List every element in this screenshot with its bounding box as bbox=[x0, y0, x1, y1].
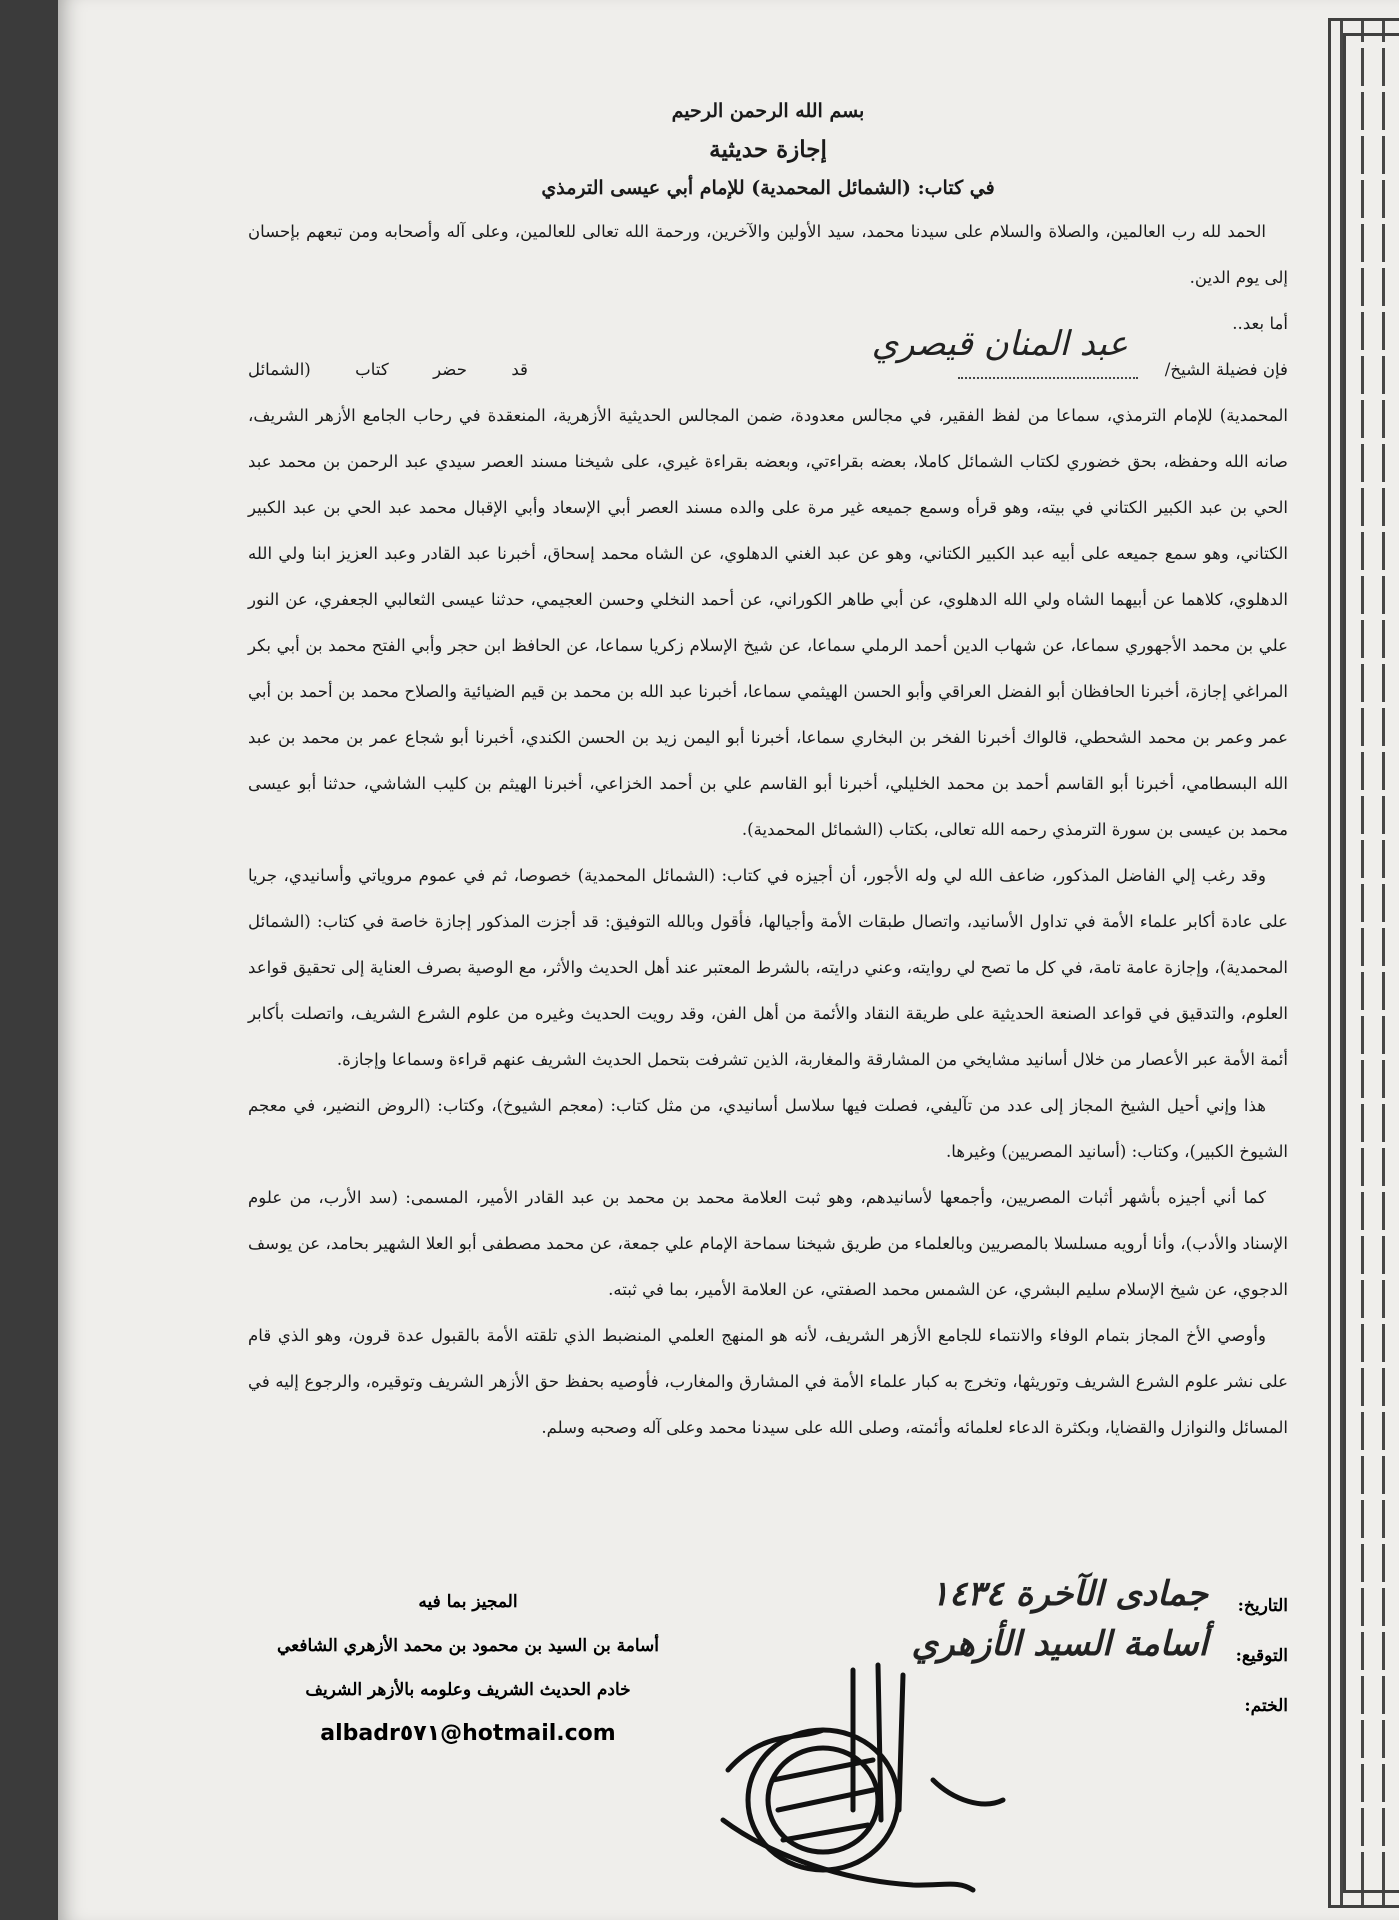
signature-area bbox=[248, 1574, 1288, 1900]
date-label: التاريخ: bbox=[1237, 1596, 1288, 1616]
mujiz-role: خادم الحديث الشريف وعلومه بالأزهر الشريف bbox=[305, 1680, 631, 1700]
ijaza-paragraph: وقد رغب إلي الفاضل المذكور، ضاعف الله لي وله الأجور، أن أجيزه في كتاب: (الشمائل المحمدية) خصوصا، ثم في عموم مروياتي وأسانيدي، جريا على عادة أكابر علماء الأمة في تداول الأسانيد، واتصال طبقات الأمة وأجيالها، فأقول وبالله التوفيق: قد أجزت المذكور إجازة خاصة في كتاب: (الشمائل المحمدية)، وإجازة عامة تامة، في كل ما تصح لي روايته، وعني درايته، بالشرط المعتبر عند أهل الحديث والأثر، مع الوصية بصرف العناية إلى تحقيق قواعد العلوم، والتدقيق في قواعد الصنعة الحديثية على طريقة النقاد والأئمة من أهل الفن، وقد رويت الحديث وغيره من علوم الشرع الشريف، واتصلت بأكابر أئمة الأمة عبر الأعصار من خلال أسانيد مشايخي من المشارقة والمغاربة، الذين تشرفت بتحمل الحديث الشريف عنهم قراءة وسماعا وإجازة. bbox=[248, 866, 1288, 1069]
sheikh-after-text: قد حضر كتاب (الشمائل bbox=[248, 360, 528, 379]
sheikh-name-handwritten: عبد المنان قيصري bbox=[871, 324, 1128, 364]
document-subtitle: في كتاب: (الشمائل المحمدية) للإمام أبي عيسى الترمذي bbox=[541, 177, 995, 199]
referral-paragraph: هذا وإني أحيل الشيخ المجاز إلى عدد من تآليفي، فصلت فيها سلاسل أسانيدي، من مثل كتاب: (معجم الشيوخ)، وكتاب: (الروض النضير، في معجم الشيوخ الكبير)، وكتاب: (أسانيد المصريين) وغيرها. bbox=[248, 1096, 1288, 1161]
decorative-border bbox=[1328, 18, 1399, 1908]
document-title: إجازة حديثية bbox=[709, 136, 827, 163]
opening-paragraph: الحمد لله رب العالمين، والصلاة والسلام على سيدنا محمد، سيد الأولين والآخرين، ورحمة الله تعالى للعالمين، وعلى آله وأصحابه ومن تبعهم بإحسان إلى يوم الدين. bbox=[248, 222, 1288, 287]
chain-paragraph: المحمدية) للإمام الترمذي، سماعا من لفظ الفقير، في مجالس معدودة، ضمن المجالس الحديثية الأزهرية، المنعقدة في رحاب الجامع الأزهر الشريف، صانه الله وحفظه، بحق خضوري لكتاب الشمائل كاملا، بعضه بقراءتي، وبعضه بقراءة غيري، على شيخنا مسند العصر سيدي عبد الرحمن بن محمد عبد الحي بن عبد الكبير الكتاني في بيته، وهو قرأه وسمع جميعه غير مرة على والده مسند العصر أبي الإسعاد وأبي الإقبال محمد عبد الحي بن عبد الكبير الكتاني، وهو سمع جميعه على أبيه عبد الكبير الكتاني، وهو عن عبد الغني الدهلوي، عن الشاه محمد إسحاق، أخبرنا عبد القادر وعبد العزيز ابنا ولي الله الدهلوي، كلاهما عن أبيهما الشاه ولي الله الدهلوي، عن أبي طاهر الكوراني، عن أحمد النخلي وحسن العجيمي، حدثنا عيسى الثعالبي الجعفري، عن النور علي بن محمد الأجهوري سماعا، عن شهاب الدين أحمد الرملي سماعا، عن شيخ الإسلام زكريا سماعا، عن الحافظ ابن حجر وأبي الفتح محمد بن أبي بكر المراغي إجازة، أخبرنا الحافظان أبو الفضل العراقي وأبو الحسن الهيثمي سماعا، أخبرنا عبد الله بن محمد بن قيم الضيائية والصلاح محمد بن أحمد بن أبي عمر وعمر بن محمد الشحطي، قالواك أخبرنا الفخر بن البخاري سماعا، أخبرنا أبو اليمن زيد بن الحسن الكندي، أخبرنا أبو شجاع عمر بن محمد بن عبد الله البسطامي، أخبرنا أبو القاسم أحمد بن محمد الخليلي، أخبرنا أبو القاسم علي بن أحمد الخزاعي، أخبرنا الهيثم بن كليب الشاشي، حدثنا أبو عيسى محمد بن عيسى بن سورة الترمذي رحمه الله تعالى، بكتاب (الشمائل المحمدية). bbox=[248, 406, 1288, 839]
sheikh-line bbox=[248, 324, 1288, 393]
seal-label: الختم: bbox=[1244, 1696, 1288, 1716]
sheikh-label: فإن فضيلة الشيخ/ bbox=[1164, 360, 1288, 379]
advice-paragraph: وأوصي الأخ المجاز بتمام الوفاء والانتماء للجامع الأزهر الشريف، لأنه هو المنهج العلمي المنضبط الذي تلقته الأمة بالقبول عدة قرون، وهو الذي قام على نشر علوم الشرع الشريف وتوريثها، وتخرج به كبار علماء الأمة في المشارق والمغارب، فأوصيه بحفظ حق الأزهر الشريف وتوقيره، والرجوع إليه في المسائل والنوازل والقضايا، وبكثرة الدعاء لعلمائه وأئمته، وصلى الله على سيدنا محمد وعلى آله وصحبه وسلم. bbox=[248, 1326, 1288, 1437]
thabat-paragraph: كما أني أجيزه بأشهر أثبات المصريين، وأجمعها لأسانيدهم، وهو ثبت العلامة محمد بن محمد بن عبد القادر الأمير، المسمى: (سد الأرب، من علوم الإسناد والأدب)، وأنا أرويه مسلسلا بالمصريين وبالعلماء من طريق شيخنا سماحة الإمام علي جمعة، عن محمد مصطفى أبو العلا الشهير بحامد، عن يوسف الدجوي، عن شيخ الإسلام سليم البشري، عن الشمس محمد الصفتي، عن العلامة الأمير، بما في ثبته. bbox=[248, 1188, 1288, 1299]
basmala: بسم الله الرحمن الرحيم bbox=[671, 100, 865, 122]
mujiz-block bbox=[248, 1580, 688, 1756]
document-content bbox=[248, 100, 1288, 1451]
seal-stamp-icon bbox=[703, 1650, 1023, 1900]
date-field bbox=[808, 1574, 1288, 1630]
mujiz-email: albadr٥٧١@hotmail.com bbox=[320, 1721, 616, 1746]
amma-bad: أما بعد.. bbox=[1232, 314, 1288, 333]
date-handwritten: جمادى الآخرة ١٤٣٤ bbox=[930, 1574, 1208, 1614]
signature-handwritten: أسامة السيد الأزهري bbox=[911, 1624, 1208, 1664]
sign-label: التوقيع: bbox=[1235, 1646, 1288, 1666]
document-page bbox=[58, 0, 1399, 1920]
mujiz-name: أسامة بن السيد بن محمود بن محمد الأزهري الشافعي bbox=[277, 1636, 659, 1656]
mujiz-label: المجيز بما فيه bbox=[418, 1592, 518, 1612]
